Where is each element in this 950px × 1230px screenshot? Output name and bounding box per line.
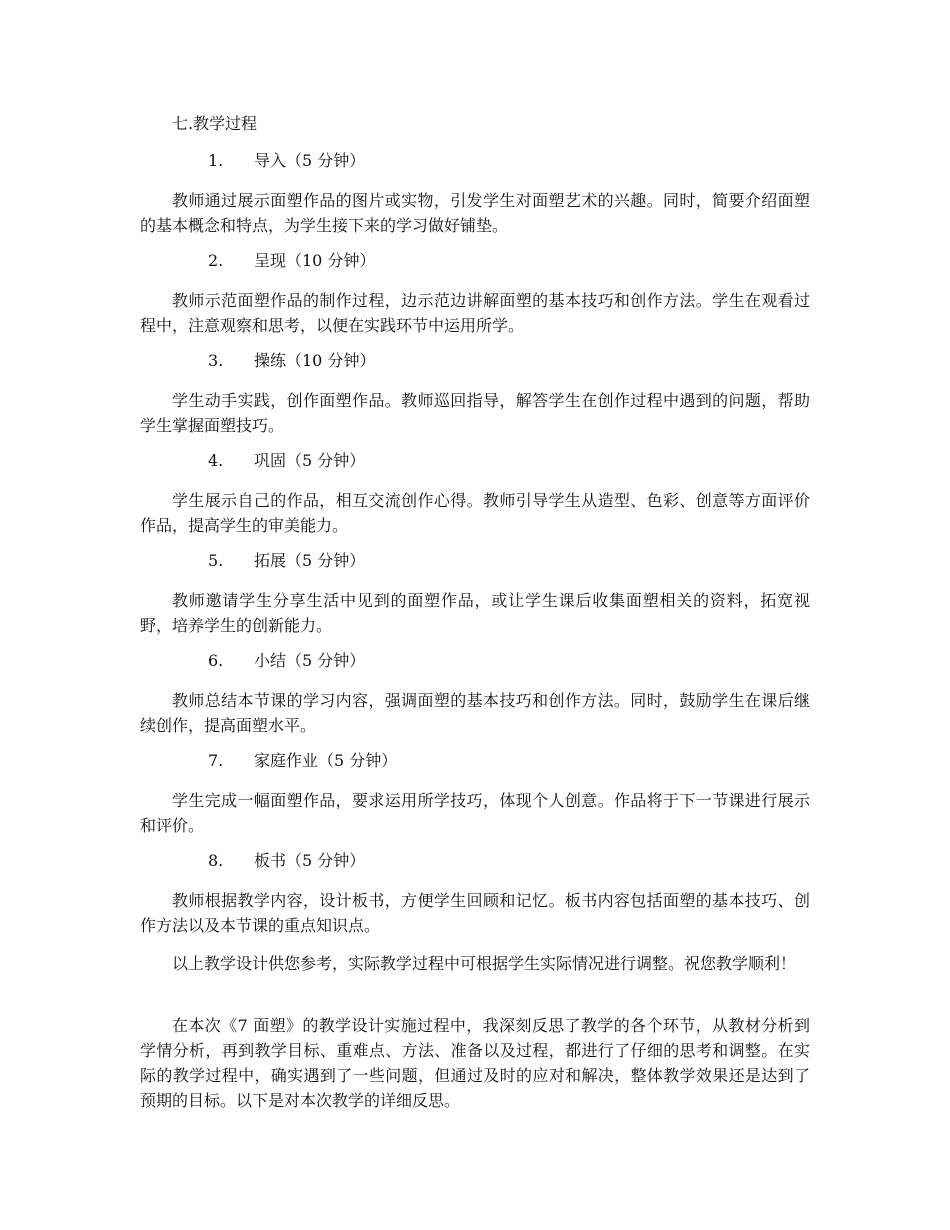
step-title: 呈现（10 分钟） bbox=[254, 251, 376, 270]
step-number: 2. bbox=[208, 251, 224, 270]
step-heading bbox=[208, 450, 365, 472]
step-title: 家庭作业（5 分钟） bbox=[254, 751, 398, 770]
step-paragraph: 学生动手实践，创作面塑作品。教师巡回指导，解答学生在创作过程中遇到的问题，帮助学生掌握面塑技巧。 bbox=[140, 391, 810, 435]
closing-paragraph: 以上教学设计供您参考，实际教学过程中可根据学生实际情况进行调整。祝您教学顺利！ bbox=[172, 954, 797, 973]
step-heading bbox=[208, 350, 375, 372]
step-title: 小结（5 分钟） bbox=[254, 651, 366, 670]
step-title: 巩固（5 分钟） bbox=[254, 451, 366, 470]
step-heading bbox=[208, 550, 365, 572]
step-number: 6. bbox=[208, 651, 224, 670]
step-title: 操练（10 分钟） bbox=[254, 351, 376, 370]
step-title: 导入（5 分钟） bbox=[254, 151, 366, 170]
step-number: 8. bbox=[208, 851, 224, 870]
step-number: 1. bbox=[208, 151, 224, 170]
step-heading bbox=[208, 750, 397, 772]
step-heading bbox=[208, 650, 365, 672]
step-paragraph: 教师示范面塑作品的制作过程，边示范边讲解面塑的基本技巧和创作方法。学生在观看过程中，注意观察和思考，以便在实践环节中运用所学。 bbox=[140, 291, 810, 335]
step-heading bbox=[208, 850, 365, 872]
step-heading bbox=[208, 250, 375, 272]
step-paragraph: 教师邀请学生分享生活中见到的面塑作品，或让学生课后收集面塑相关的资料，拓宽视野，培养学生的创新能力。 bbox=[140, 591, 810, 635]
step-number: 7. bbox=[208, 751, 224, 770]
step-number: 4. bbox=[208, 451, 224, 470]
step-number: 3. bbox=[208, 351, 224, 370]
reflection-paragraph: 在本次《7 面塑》的教学设计实施过程中，我深刻反思了教学的各个环节，从教材分析到学情分析，再到教学目标、重难点、方法、准备以及过程，都进行了仔细的思考和调整。在实际的教学过程中，确实遇到了一些问题，但通过及时的应对和解决，整体教学效果还是达到了预期的目标。以下是对本次教学的详细反思。 bbox=[140, 1016, 810, 1110]
step-title: 拓展（5 分钟） bbox=[254, 551, 366, 570]
step-paragraph: 学生完成一幅面塑作品，要求运用所学技巧，体现个人创意。作品将于下一节课进行展示和评价。 bbox=[140, 791, 810, 835]
step-paragraph: 教师总结本节课的学习内容，强调面塑的基本技巧和创作方法。同时，鼓励学生在课后继续创作，提高面塑水平。 bbox=[140, 691, 810, 735]
step-paragraph: 学生展示自己的作品，相互交流创作心得。教师引导学生从造型、色彩、创意等方面评价作品，提高学生的审美能力。 bbox=[140, 491, 810, 535]
step-paragraph: 教师通过展示面塑作品的图片或实物，引发学生对面塑艺术的兴趣。同时，简要介绍面塑的基本概念和特点，为学生接下来的学习做好铺垫。 bbox=[140, 191, 810, 235]
step-title: 板书（5 分钟） bbox=[254, 851, 366, 870]
step-number: 5. bbox=[208, 551, 224, 570]
section-heading: 七.教学过程 bbox=[172, 114, 258, 133]
step-paragraph: 教师根据教学内容，设计板书，方便学生回顾和记忆。板书内容包括面塑的基本技巧、创作方法以及本节课的重点知识点。 bbox=[140, 891, 810, 935]
step-heading bbox=[208, 150, 365, 172]
